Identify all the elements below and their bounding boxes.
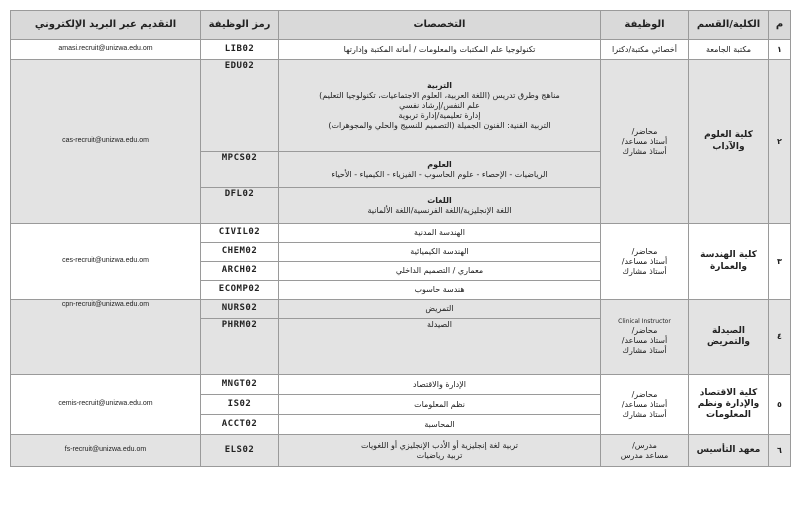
job-cell: أخصائي مكتبة/دكترا (601, 40, 689, 60)
job-cell (601, 375, 689, 435)
job-code: DFL02 (201, 188, 279, 224)
spec-line: اللغة الإنجليزية/اللغة الفرنسية/اللغة الألمانية (367, 205, 512, 215)
header-num: م (769, 11, 791, 40)
job-line: أستاذ مساعد/ (621, 136, 668, 146)
recruitment-table-wrapper (10, 10, 790, 467)
college-cell: كلية العلوم والآداب (689, 60, 769, 224)
row-number: ٥ (769, 375, 791, 435)
job-code: CIVIL02 (201, 224, 279, 243)
header-code: رمز الوظيفة (201, 11, 279, 40)
email-cell[interactable]: cas-recruit@unizwa.edu.om (11, 60, 201, 224)
job-code: NURS02 (201, 300, 279, 319)
job-code: IS02 (201, 395, 279, 415)
job-line: محاضر/ (631, 126, 658, 136)
job-line: أستاذ مساعد/ (621, 335, 668, 345)
spec-cell: هندسة حاسوب (279, 281, 601, 300)
spec-cell: الصيدلة (279, 319, 601, 375)
spec-line: إدارة تعليمية/إدارة تربوية (398, 110, 481, 120)
job-cell (601, 435, 689, 467)
spec-cell: التمريض (279, 300, 601, 319)
row-number: ٢ (769, 60, 791, 224)
header-college: الكلية/القسم (689, 11, 769, 40)
row-number: ٣ (769, 224, 791, 300)
spec-cell (279, 152, 601, 188)
header-row (11, 11, 791, 40)
job-cell (601, 60, 689, 224)
row-number: ٤ (769, 300, 791, 375)
spec-cell: الهندسة الكيميائية (279, 243, 601, 262)
row-number: ٦ (769, 435, 791, 467)
table-row (11, 60, 791, 152)
spec-line: التربية الفنية: الفنون الجميلة (التصميم للنسيج والحلي والمجوهرات) (328, 120, 551, 130)
job-code: MPCS02 (201, 152, 279, 188)
header-job: الوظيفة (601, 11, 689, 40)
spec-cell (279, 188, 601, 224)
college-cell: الصيدلة والتمريض (689, 300, 769, 375)
spec-heading: التربية (426, 80, 453, 90)
job-line: محاضر/ (631, 325, 658, 335)
email-cell[interactable]: fs-recruit@unizwa.edu.om (11, 435, 201, 467)
job-code: MNGT02 (201, 375, 279, 395)
job-line: مدرس/ (632, 440, 657, 450)
job-line: أستاذ مساعد/ (621, 399, 668, 409)
email-cell[interactable]: cemis-recruit@unizwa.edu.om (11, 375, 201, 435)
spec-line: علم النفس/إرشاد نفسي (399, 100, 480, 110)
job-code: ECOMP02 (201, 281, 279, 300)
college-cell: كلية الاقتصاد والإدارة ونظم المعلومات (689, 375, 769, 435)
job-line: أستاذ مشارك (622, 266, 667, 276)
job-code: ACCT02 (201, 415, 279, 435)
spec-cell: الهندسة المدنية (279, 224, 601, 243)
spec-cell (279, 435, 601, 467)
header-specs: التخصصات (279, 11, 601, 40)
job-line: محاضر/ (631, 246, 658, 256)
table-row (11, 435, 791, 467)
job-line: أستاذ مساعد/ (621, 256, 668, 266)
table-row (11, 375, 791, 395)
header-email: التقديم عبر البريد الإلكتروني (11, 11, 201, 40)
spec-cell: تكنولوجيا علم المكتبات والمعلومات / أمانة المكتبة وإدارتها (279, 40, 601, 60)
job-code: LIB02 (201, 40, 279, 60)
college-cell: مكتبة الجامعة (689, 40, 769, 60)
spec-heading: اللغات (427, 195, 452, 205)
spec-line: تربية لغة إنجليزية أو الأدب الإنجليزي أو اللغويات (360, 440, 519, 450)
job-line: أستاذ مشارك (622, 409, 667, 419)
job-line: أستاذ مشارك (622, 345, 667, 355)
email-cell[interactable]: cpn-recruit@unizwa.edu.om (11, 300, 201, 375)
job-code: CHEM02 (201, 243, 279, 262)
job-cell (601, 224, 689, 300)
job-code: ELS02 (201, 435, 279, 467)
table-row (11, 224, 791, 243)
job-line: محاضر/ (631, 389, 658, 399)
spec-line: تربية رياضيات (416, 450, 463, 460)
recruitment-table (10, 10, 791, 467)
spec-cell: نظم المعلومات (279, 395, 601, 415)
job-code: EDU02 (201, 60, 279, 152)
spec-cell (279, 60, 601, 152)
college-cell: كلية الهندسة والعمارة (689, 224, 769, 300)
spec-cell: الإدارة والاقتصاد (279, 375, 601, 395)
email-cell[interactable]: ces-recruit@unizwa.edu.om (11, 224, 201, 300)
table-row (11, 300, 791, 319)
row-number: ١ (769, 40, 791, 60)
table-row (11, 40, 791, 60)
job-line: مساعد مدرس (620, 450, 669, 460)
job-line: أستاذ مشارك (622, 146, 667, 156)
job-cell (601, 300, 689, 375)
job-line: Clinical Instructor (618, 318, 671, 326)
spec-cell: المحاسبة (279, 415, 601, 435)
spec-heading: العلوم (427, 159, 452, 169)
spec-cell: معماري / التصميم الداخلي (279, 262, 601, 281)
college-cell: معهد التأسيس (689, 435, 769, 467)
spec-line: مناهج وطرق تدريس (اللغة العربية، العلوم الاجتماعيات، تكنولوجيا التعليم) (319, 90, 560, 100)
job-code: ARCH02 (201, 262, 279, 281)
spec-line: الرياضيات - الإحصاء - علوم الحاسوب - الفيزياء - الكيمياء - الأحياء (331, 169, 548, 179)
email-cell[interactable]: amasi.recruit@unizwa.edu.om (11, 40, 201, 60)
job-code: PHRM02 (201, 319, 279, 375)
